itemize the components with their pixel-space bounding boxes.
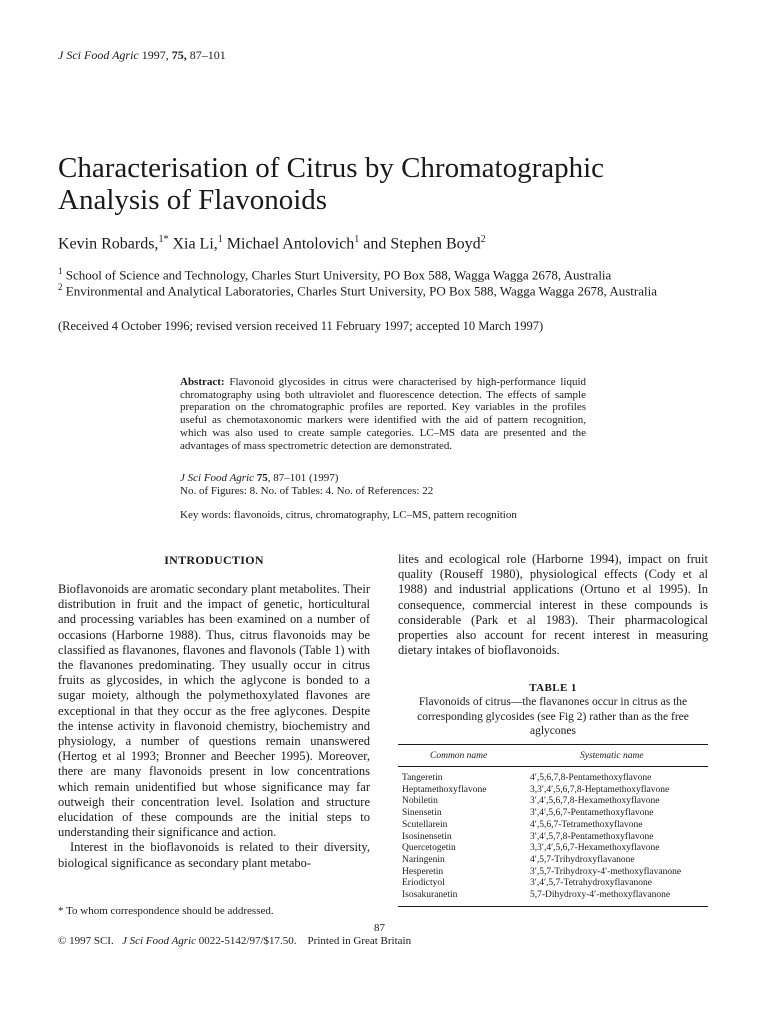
table-cell: 3′,4′,5,6,7,8-Hexamethoxyflavone	[530, 796, 660, 807]
right-column	[398, 552, 708, 658]
left-column	[58, 582, 370, 871]
table-cell: 3′,4′,5,6,7-Pentamethoxyflavone	[530, 808, 654, 819]
author-affiliation-mark: 2	[480, 234, 486, 245]
table-cell: Quercetogetin	[402, 843, 456, 854]
page-footer	[58, 935, 411, 947]
table-header-systematic-name: Systematic name	[580, 751, 644, 761]
author-name: Kevin Robards,	[58, 235, 159, 253]
table-header-rule	[398, 766, 708, 767]
citation-pages: , 87–101 (1997)	[267, 472, 339, 484]
received-dates: (Received 4 October 1996; revised version received 11 February 1997; accepted 10 March 1997)	[58, 319, 544, 333]
intro-paragraph-3: lites and ecological role (Harborne 1994), impact on fruit quality (Rouseff 1980), physiological effects (Cody et al 1988) and industrial applications (Ortuno et al 1995). In consequence, commercial interest in these compounds is considerable (Park et al 1983). Their pharmacological properties also account for recent interest in measuring dietary intakes of bioflavonoids.	[398, 552, 708, 658]
running-head	[58, 48, 226, 63]
table-cell: 3,3′,4′,5,6,7,8-Heptamethoxyflavone	[530, 784, 670, 795]
running-head-journal: J Sci Food Agric	[58, 48, 139, 62]
table-cell: 4′,5,7-Trihydroxyflavanone	[530, 854, 635, 865]
citation-volume: 75	[256, 472, 268, 484]
citation-counts: No. of Figures: 8. No. of Tables: 4. No. of References: 22	[180, 484, 434, 497]
table-cell: 4′,5,6,7,8-Pentamethoxyflavone	[530, 773, 652, 783]
abstract	[180, 376, 586, 452]
footer-printed: Printed in Great Britain	[307, 935, 412, 947]
author-name: Michael Antolovich	[226, 235, 355, 253]
abstract-text: Flavonoid glycosides in citrus were characterised by high-performance liquid chromatography using both ultraviolet and fluorescence detection. The effects of sample preparation on the chromatographic profiles are reported. Key variables in the profiles useful as chemotaxonomic markers were identified with the aid of pattern recognition, which was also used to create sample categories. LC–MS data are presented and the advantages of mass spectrometric detection are demonstrated.	[180, 376, 587, 452]
intro-paragraph-1: Bioflavonoids are aromatic secondary plant metabolites. Their distribution in fruit and the impact of genetic, horticultural and processing variables has been examined on a number of occasions (Harborne 1988). Thus, citrus flavonoids may be classified as flavanones, flavones and flavonols (Table 1) with the flavanones predominating. They usually occur in citrus fruits as glycosides, in which the aglycone is bonded to a sugar moiety, although the polymethoxylated flavones are exceptional in that they occur as the free aglycones. Despite the intense activity in flavonoid chemistry, biochemistry and physiology, a number of questions remain unanswered (Hertog et al 1993; Bronner and Beecher 1995). Moreover, there are many flavonoids present in low concentrations which remain unidentified but whose significance may far outweigh their concentration level. Isolation and structure elucidation of these compounds are the initial steps to understanding their significance and action.	[58, 582, 370, 840]
table-cell: 3,3′,4′,5,6,7-Hexamethoxyflavone	[530, 843, 660, 854]
affiliation-text: Environmental and Analytical Laboratories, Charles Sturt University, PO Box 588, Wagga Wagga 2678, Australia	[65, 283, 657, 299]
table-column-systematic	[530, 773, 681, 902]
footer-issn: 0022-5142/97/$17.50.	[198, 935, 297, 947]
table-cell: 5,7-Dihydroxy-4′-methoxyflavanone	[530, 890, 671, 901]
table-cell: Isosakuranetin	[402, 890, 458, 901]
running-head-year: 1997,	[141, 48, 169, 62]
table-header-common-name: Common name	[430, 751, 488, 761]
citation	[180, 472, 433, 497]
abstract-label: Abstract:	[180, 376, 225, 388]
title-line-1: Characterisation of Citrus by Chromatographic	[58, 152, 605, 184]
author-list	[58, 234, 486, 253]
citation-journal: J Sci Food Agric	[180, 472, 255, 484]
affiliation-number: 2	[58, 282, 63, 292]
table-cell: Scutellarein	[402, 819, 448, 830]
table-column-common	[402, 773, 486, 902]
article-title	[58, 152, 718, 216]
section-heading-introduction: INTRODUCTION	[164, 553, 264, 567]
table-title: TABLE 1	[529, 682, 577, 694]
author-affiliation-mark: 1*	[158, 234, 169, 245]
table-cell: Eriodictyol	[402, 878, 445, 889]
table-cell: 3′,4′,5,7,8-Pentamethoxyflavone	[530, 831, 654, 842]
correspondence-footnote: * To whom correspondence should be addressed.	[58, 905, 274, 917]
running-head-volume: 75,	[171, 48, 187, 62]
table-cell: Naringenin	[402, 854, 445, 865]
table-top-rule	[398, 744, 708, 745]
citation-line	[180, 472, 433, 485]
table-cell: Hesperetin	[402, 866, 444, 877]
author-name: Xia Li,	[172, 235, 218, 253]
affiliation-number: 1	[58, 266, 63, 276]
table-bottom-rule	[398, 906, 708, 907]
affiliation-text: School of Science and Technology, Charles Sturt University, PO Box 588, Wagga Wagga 2678, Australia	[65, 267, 612, 283]
footer-copyright: © 1997 SCI.	[58, 935, 114, 947]
table-cell: Sinensetin	[402, 808, 442, 819]
table-cell: Tangeretin	[402, 773, 443, 783]
intro-paragraph-2: Interest in the bioflavonoids is related to their diversity, biological significance as secondary plant metabo-	[58, 840, 370, 870]
table-cell: Isosinensetin	[402, 831, 452, 842]
author-affiliation-mark: 1	[217, 234, 223, 245]
title-line-2: Analysis of Flavonoids	[58, 184, 328, 216]
keywords: Key words: flavonoids, citrus, chromatography, LC–MS, pattern recognition	[180, 509, 517, 521]
table-cell: Nobiletin	[402, 796, 438, 807]
footer-journal: J Sci Food Agric	[121, 935, 197, 947]
page-number: 87	[374, 922, 385, 934]
table-cell: Heptamethoxyflavone	[402, 784, 487, 795]
table-caption: Flavonoids of citrus—the flavanones occur in citrus as the corresponding glycosides (see Fig 2) rather than as the free aglycones	[417, 696, 689, 737]
affiliation-2	[58, 279, 718, 299]
author-name: and Stephen Boyd	[363, 235, 481, 253]
author-affiliation-mark: 1	[354, 234, 360, 245]
table-cell: 4′,5,6,7-Tetramethoxyflavone	[530, 819, 643, 830]
table-cell: 3′,5,7-Trihydroxy-4′-methoxyflavanone	[530, 866, 682, 877]
table-cell: 3′,4′,5,7-Tetrahydroxyflavanone	[530, 878, 652, 889]
running-head-pages: 87–101	[189, 48, 226, 62]
